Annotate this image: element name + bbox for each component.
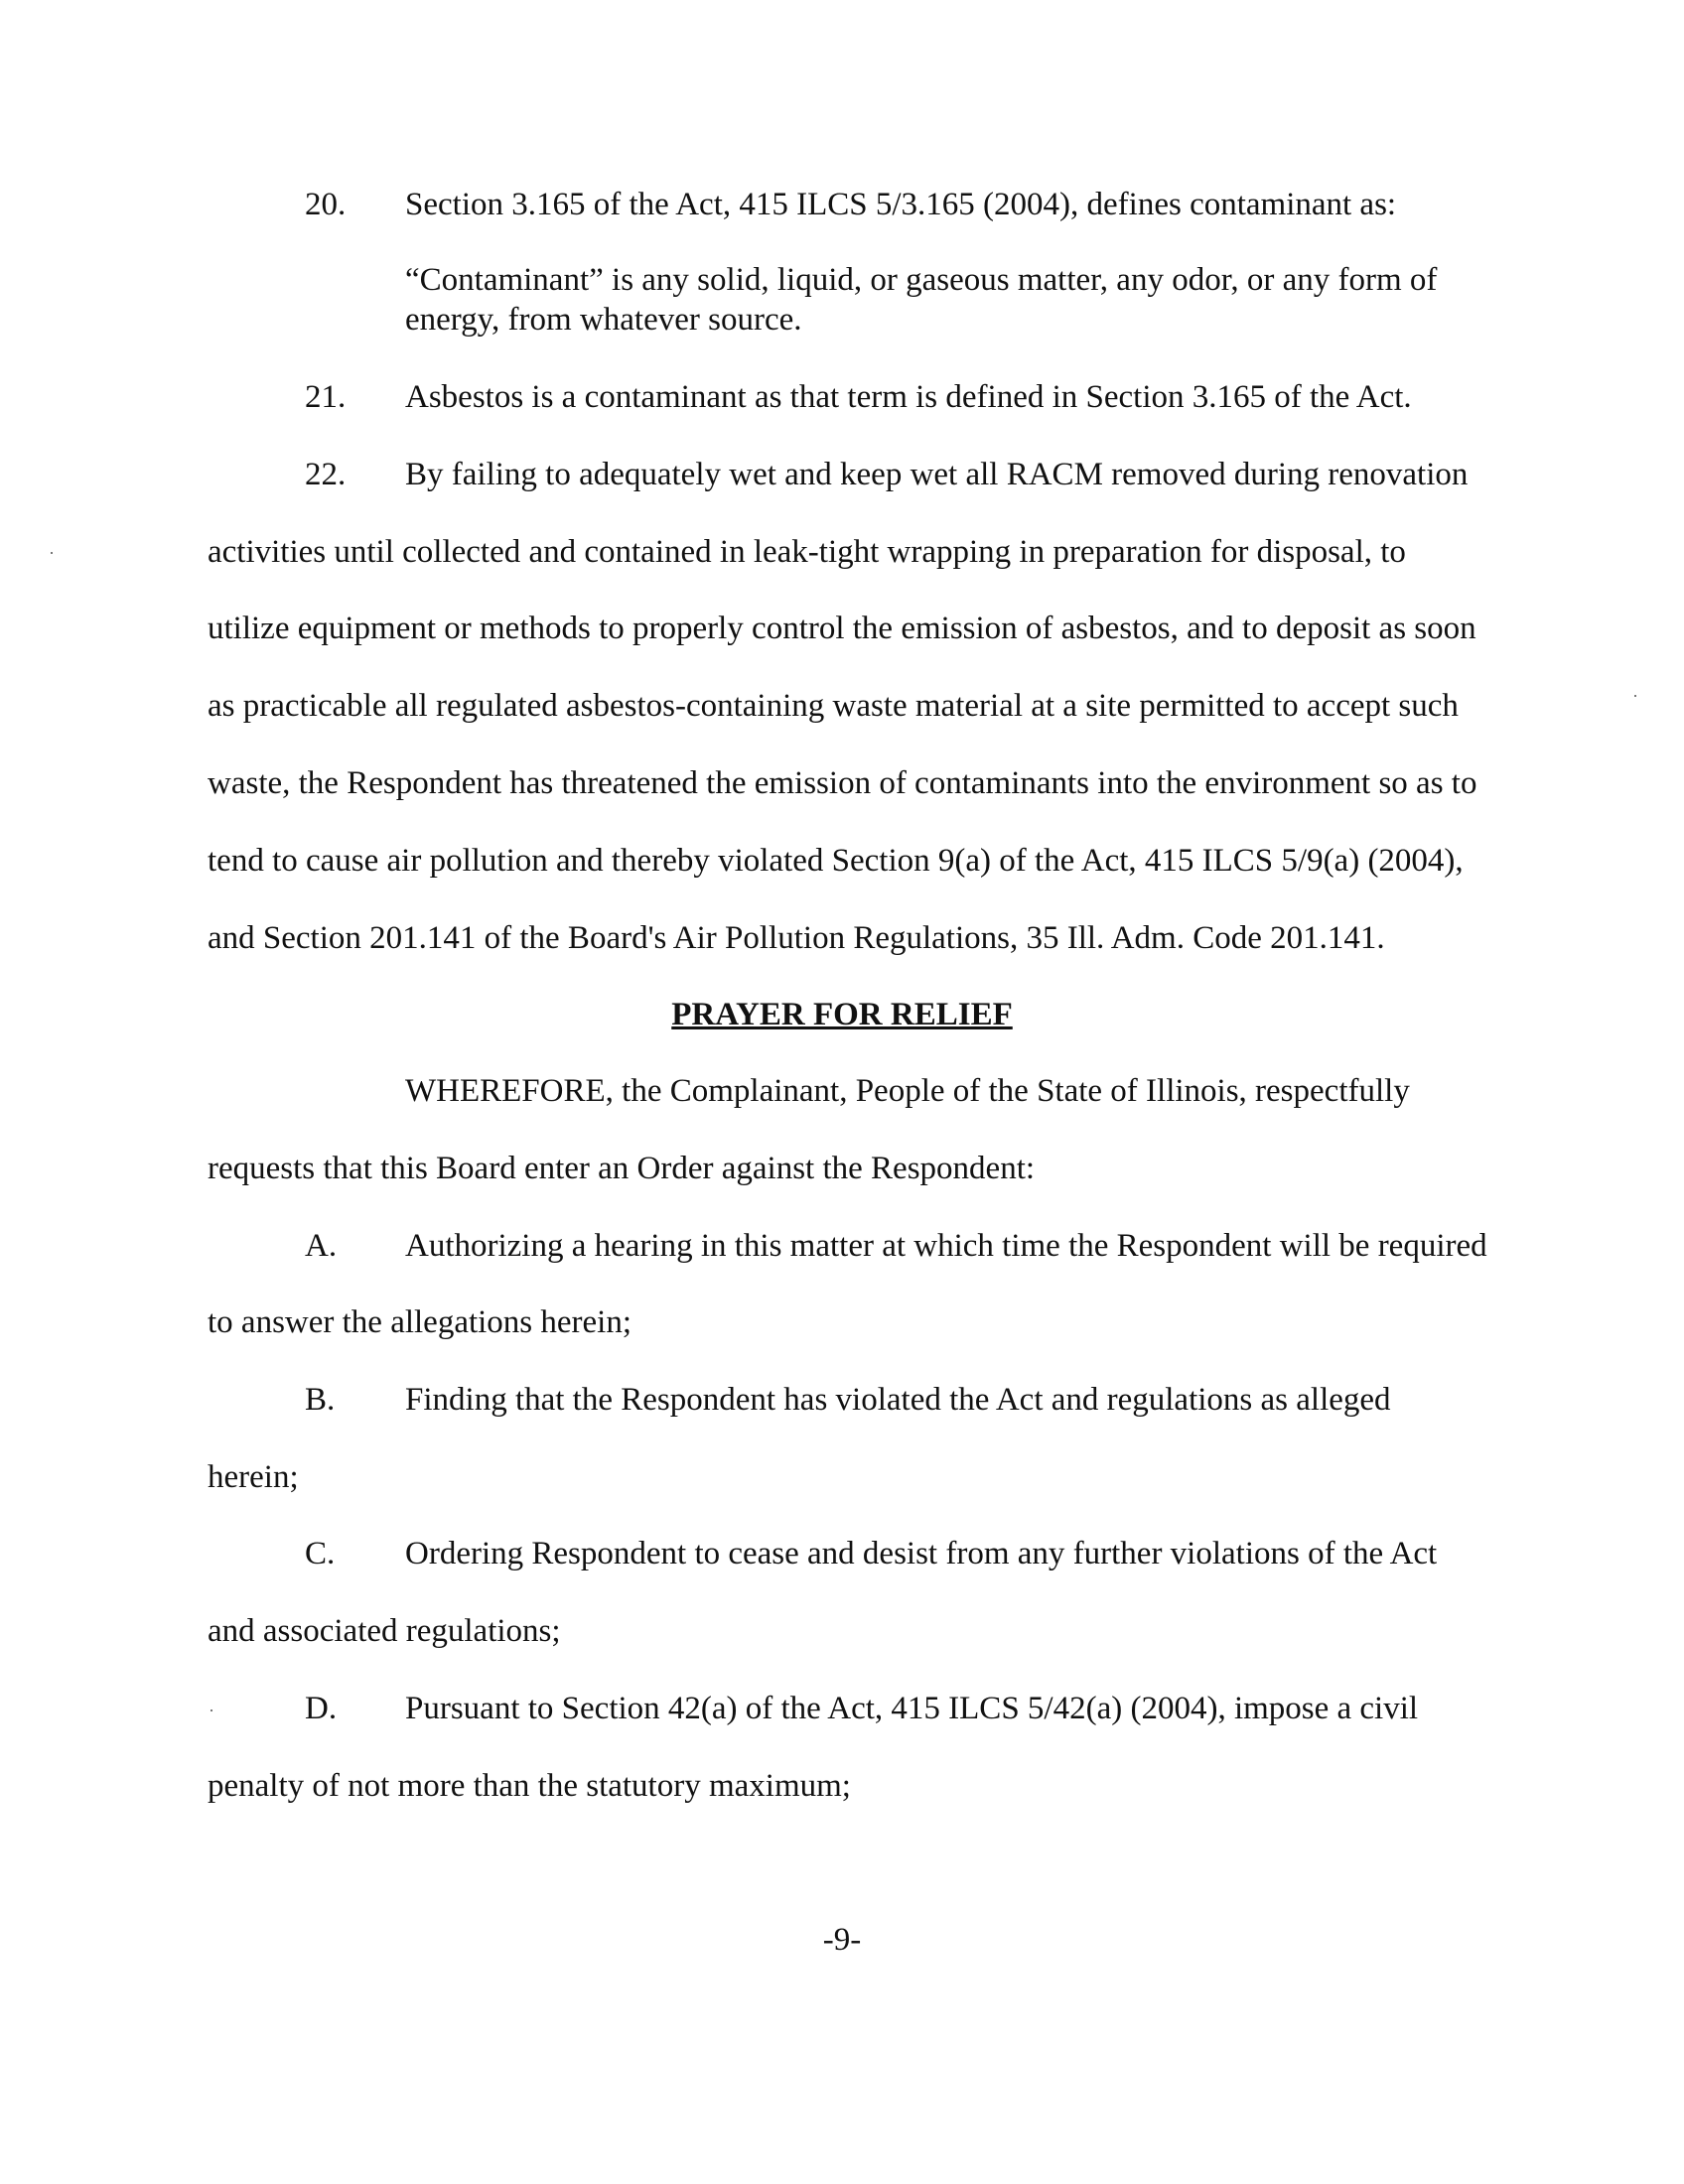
wherefore-line-1: WHEREFORE, the Complainant, People of the State of Illinois, respectfully <box>405 1073 1410 1109</box>
wherefore-line-2: requests that this Board enter an Order against the Respondent: <box>208 1151 1036 1186</box>
item-b-line-2: herein; <box>208 1459 299 1495</box>
item-b-line-1: Finding that the Respondent has violated the Act and regulations as alleged <box>405 1382 1391 1418</box>
paragraph-22-line-4: as practicable all regulated asbestos-containing waste material at a site permitted to accept such <box>208 688 1459 724</box>
item-a-letter: A. <box>305 1228 338 1264</box>
page-number: -9- <box>822 1922 862 1958</box>
paragraph-22-line-7: and Section 201.141 of the Board's Air Pollution Regulations, 35 Ill. Adm. Code 201.141. <box>208 920 1385 956</box>
item-a-line-2: to answer the allegations herein; <box>208 1304 632 1340</box>
paragraph-22-line-1: By failing to adequately wet and keep wet all RACM removed during renovation <box>405 457 1469 492</box>
paragraph-22-line-5: waste, the Respondent has threatened the emission of contaminants into the environment so as to <box>208 765 1477 801</box>
item-d-letter: D. <box>305 1691 338 1726</box>
scan-speck <box>1634 695 1636 697</box>
scan-speck <box>51 552 53 554</box>
paragraph-20-quote-line-1: “Contaminant” is any solid, liquid, or gaseous matter, any odor, or any form of <box>405 262 1438 298</box>
item-d-line-1: Pursuant to Section 42(a) of the Act, 415 ILCS 5/42(a) (2004), impose a civil <box>405 1691 1419 1726</box>
paragraph-21-text: Asbestos is a contaminant as that term is defined in Section 3.165 of the Act. <box>405 379 1412 415</box>
paragraph-22-line-2: activities until collected and contained in leak-tight wrapping in preparation for disposal, to <box>208 534 1406 570</box>
paragraph-22-line-3: utilize equipment or methods to properly control the emission of asbestos, and to deposit as soon <box>208 611 1476 646</box>
item-c-letter: C. <box>305 1536 336 1571</box>
prayer-for-relief-heading: PRAYER FOR RELIEF <box>671 997 1013 1032</box>
item-c-line-1: Ordering Respondent to cease and desist from any further violations of the Act <box>405 1536 1438 1571</box>
item-c-line-2: and associated regulations; <box>208 1613 561 1649</box>
item-b-letter: B. <box>305 1382 336 1418</box>
paragraph-20-number: 20. <box>305 187 347 222</box>
item-a-line-1: Authorizing a hearing in this matter at which time the Respondent will be required <box>405 1228 1487 1264</box>
paragraph-20-quote-line-2: energy, from whatever source. <box>405 302 802 338</box>
paragraph-22-line-6: tend to cause air pollution and thereby violated Section 9(a) of the Act, 415 ILCS 5/9(a) (2004), <box>208 843 1464 879</box>
item-d-line-2: penalty of not more than the statutory maximum; <box>208 1768 851 1804</box>
paragraph-20-text: Section 3.165 of the Act, 415 ILCS 5/3.165 (2004), defines contaminant as: <box>405 187 1397 222</box>
paragraph-22-number: 22. <box>305 457 347 492</box>
paragraph-21-number: 21. <box>305 379 347 415</box>
scan-speck <box>210 1709 212 1711</box>
